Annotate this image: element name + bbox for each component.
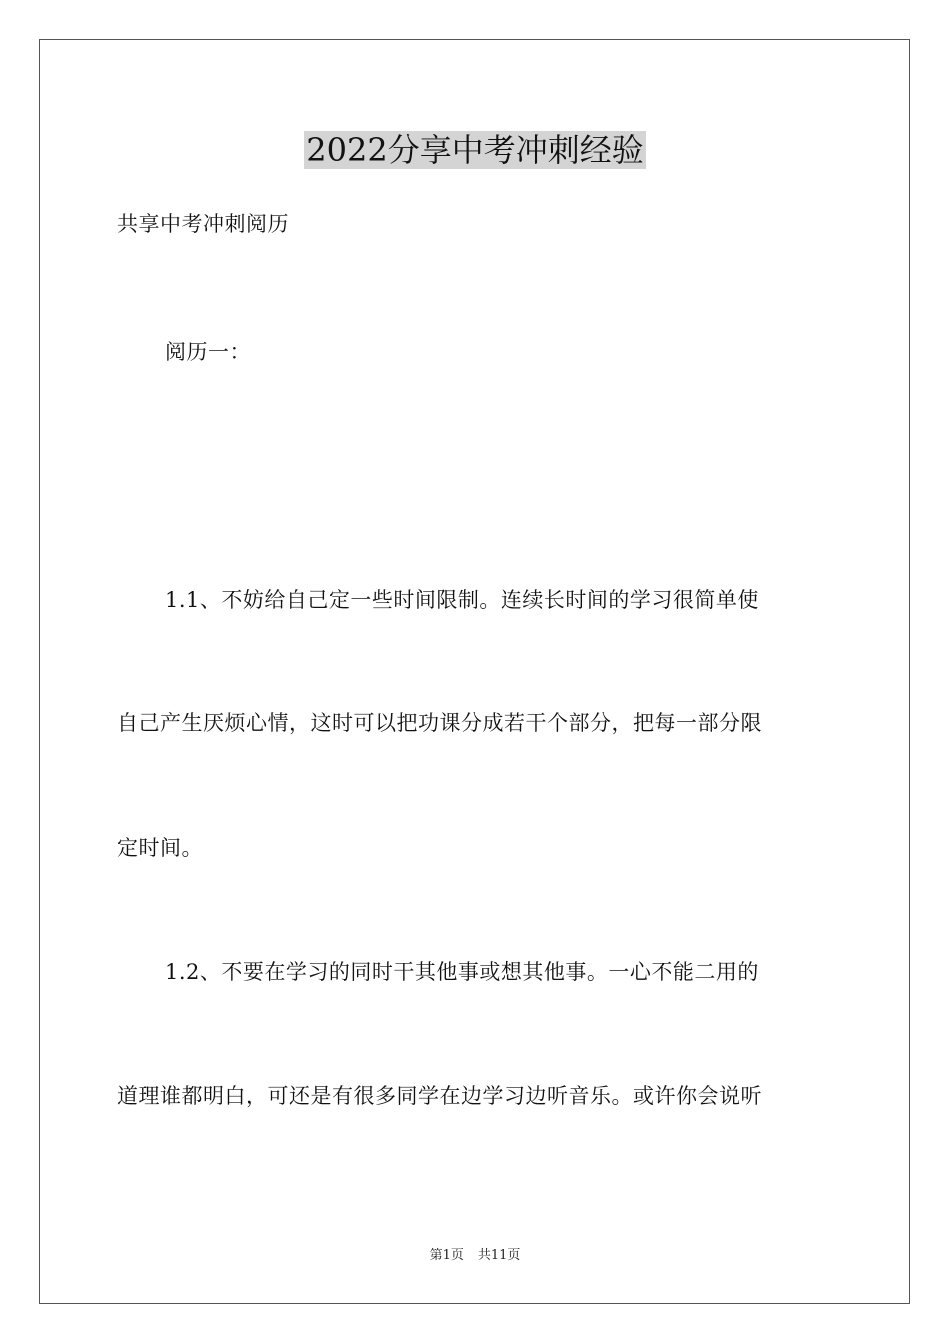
paragraph-line: 自己产生厌烦心情，这时可以把功课分成若干个部分，把每一部分限 <box>117 711 762 735</box>
paragraph-line: 道理谁都明白，可还是有很多同学在边学习边听音乐。或许你会说听 <box>117 1084 762 1108</box>
page-total: 共11页 <box>477 1248 521 1263</box>
page-footer <box>0 1246 950 1266</box>
section-heading: 阅历一： <box>165 340 251 364</box>
document-subtitle: 共享中考冲刺阅历 <box>117 212 289 236</box>
page-number: 第1页 <box>429 1248 464 1263</box>
document-title-text: 2022分享中考冲刺经验 <box>306 131 644 169</box>
paragraph-line: 定时间。 <box>117 836 203 860</box>
document-title <box>0 128 950 172</box>
paragraph-line: 1.1、不妨给自己定一些时间限制。连续长时间的学习很简单使 <box>165 588 759 612</box>
paragraph-line: 1.2、不要在学习的同时干其他事或想其他事。一心不能二用的 <box>165 960 759 984</box>
